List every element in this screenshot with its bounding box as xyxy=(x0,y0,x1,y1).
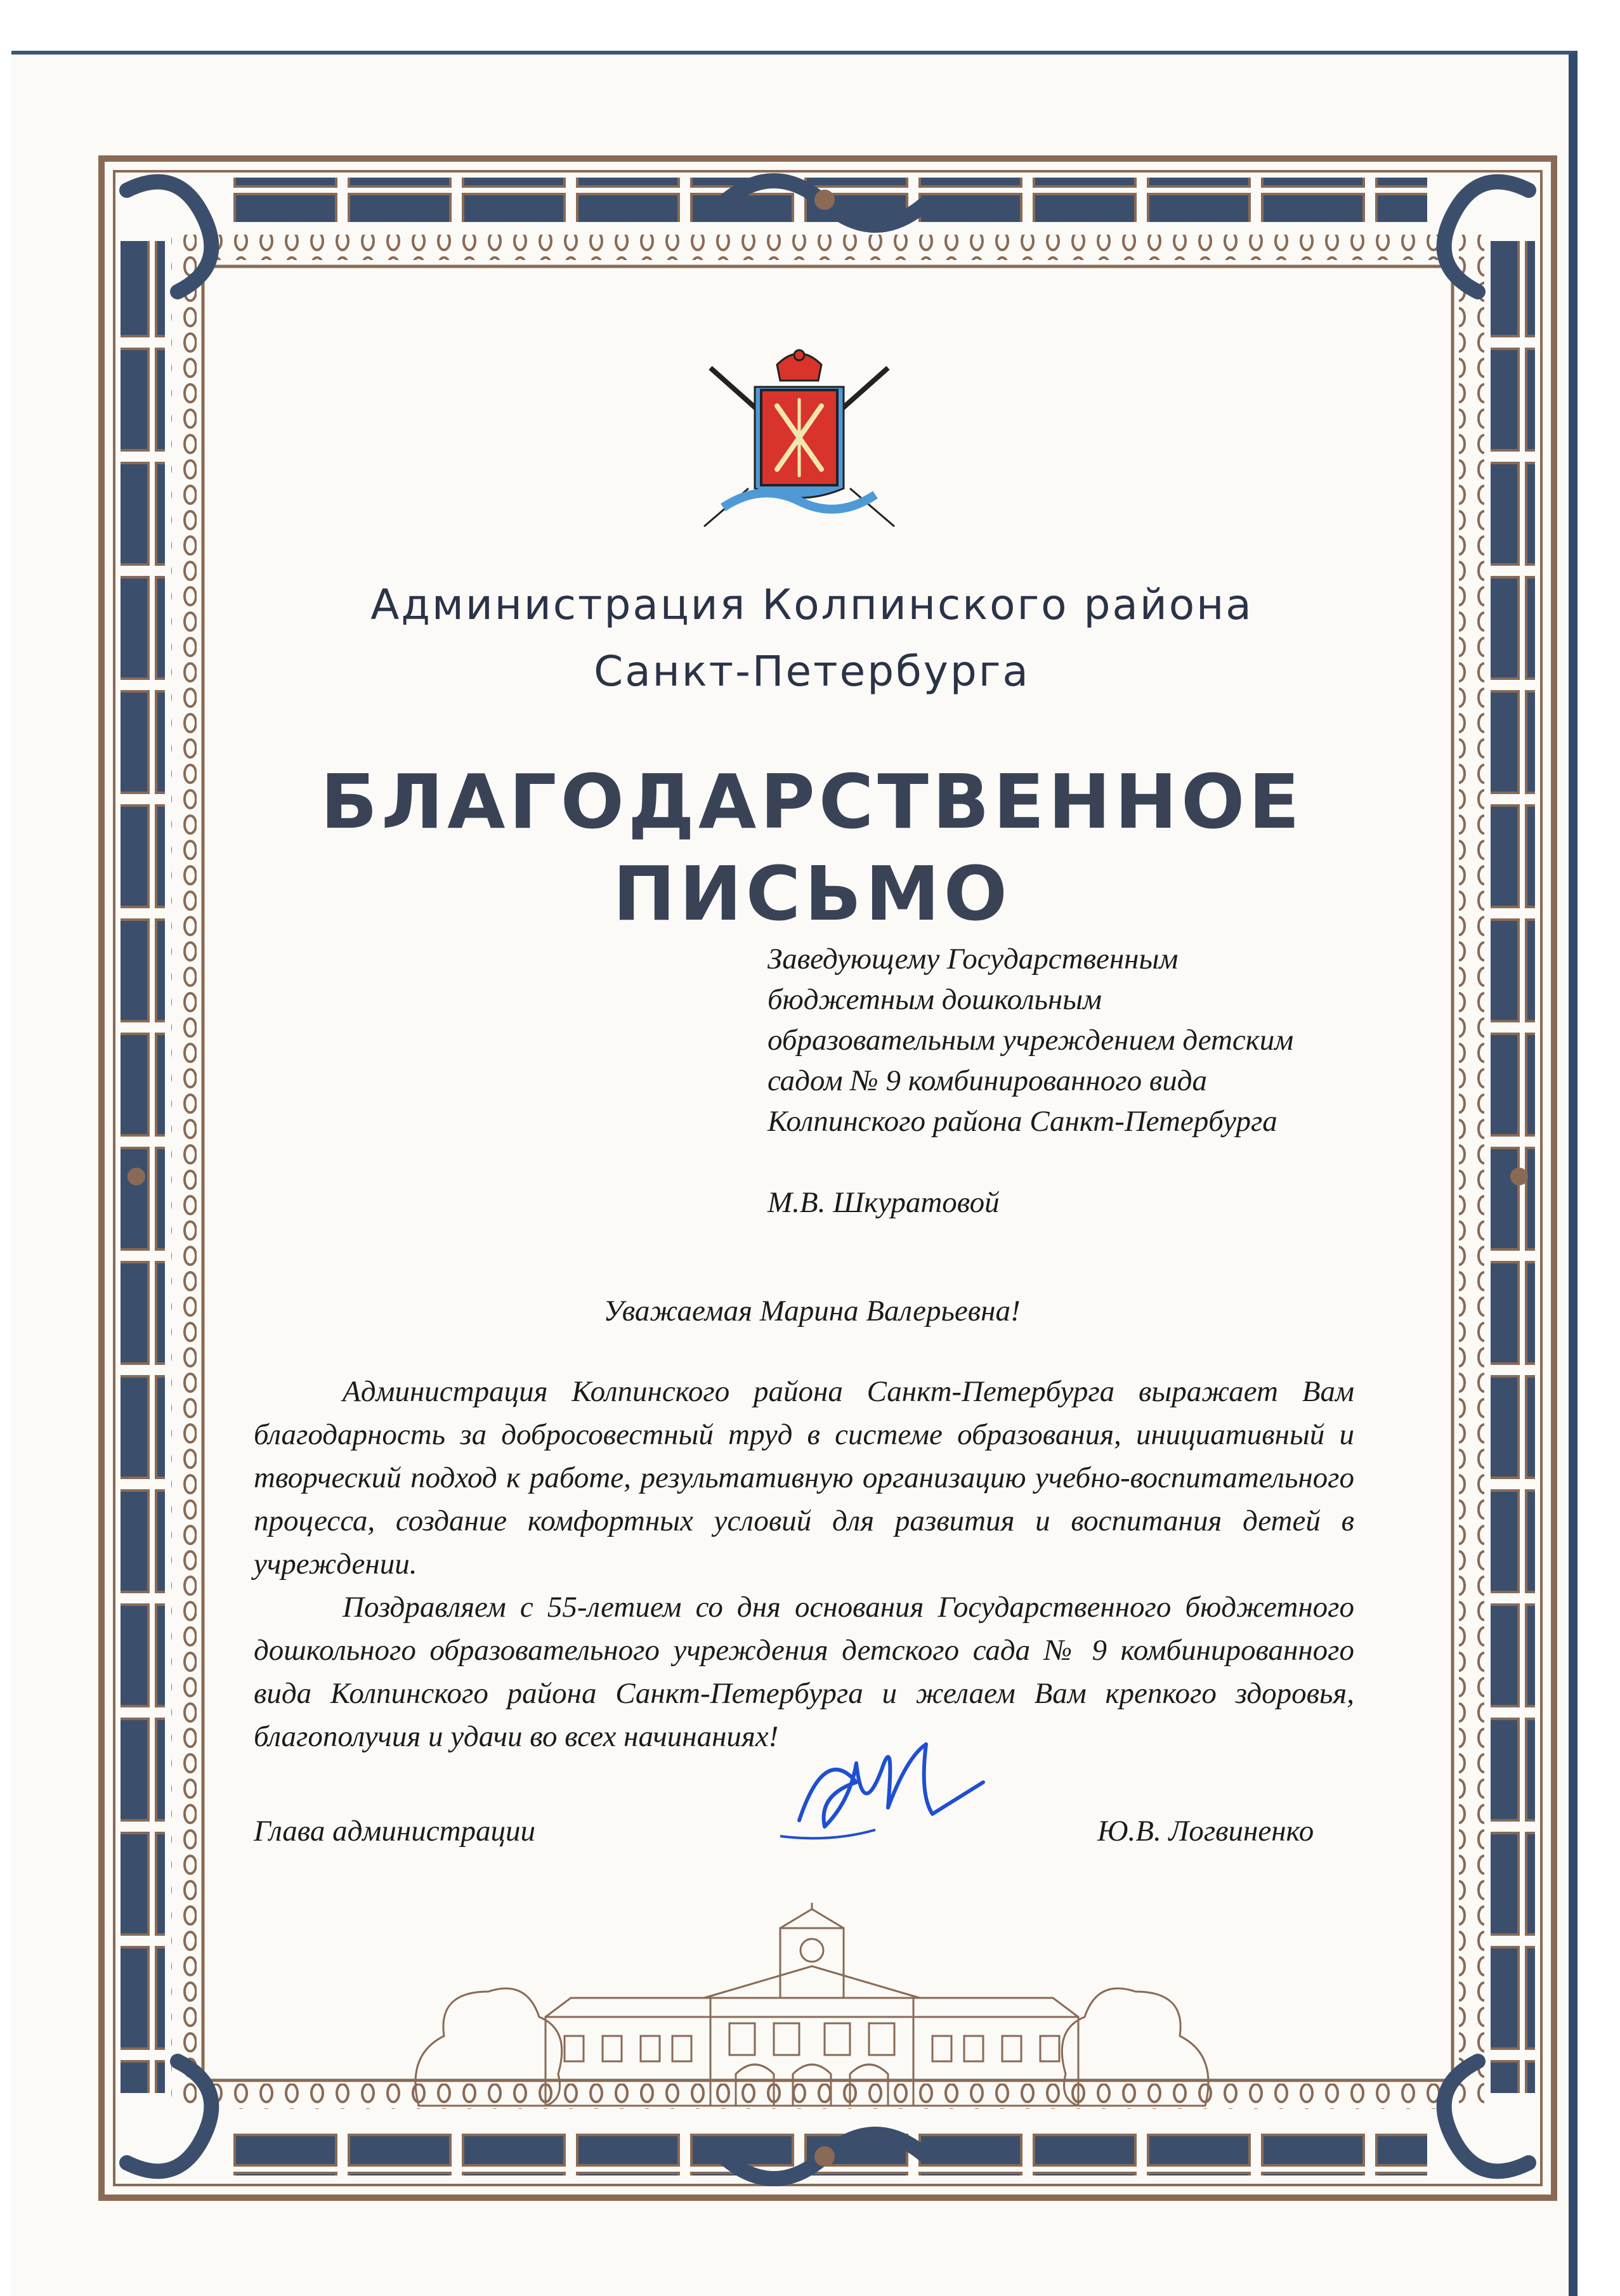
addressee-line: бюджетным дошкольным xyxy=(768,983,1102,1016)
organization-line-2: Санкт-Петербурга xyxy=(594,647,1030,696)
signatory-name: Ю.В. Логвиненко xyxy=(1097,1815,1314,1848)
coat-of-arms-emblem xyxy=(698,342,901,533)
addressee-name: М.В. Шкуратовой xyxy=(768,1186,1000,1219)
organization-line-1: Администрация Колпинского района xyxy=(370,580,1253,629)
addressee-line: садом № 9 комбинированного вида xyxy=(768,1064,1208,1097)
body-paragraph-1: Администрация Колпинского района Санкт-Петербурга выражает Вам благодарность за добросовестный труд в системе образования, инициативный и творческий подход к работе, результативную организацию учебно-воспитательного процесса, создание комфортных условий для развития и воспитания детей в учреждении. xyxy=(254,1375,1354,1581)
handwritten-signature xyxy=(774,1719,1002,1871)
greeting: Уважаемая Марина Валерьевна! xyxy=(603,1295,1021,1327)
letter-body xyxy=(254,1370,1354,1758)
building-illustration xyxy=(406,1903,1218,2112)
document-title-line-2: ПИСЬМО xyxy=(613,850,1011,937)
addressee-block xyxy=(768,939,1338,1223)
body-paragraph-2: Поздравляем с 55-летием со дня основания Государственного бюджетного дошкольного образовательного учреждения детского сада № 9 комбинированного вида Колпинского района Санкт-Петербурга и желаем Вам крепкого здоровья, благополучия и удачи во всех начинаниях! xyxy=(254,1591,1354,1753)
signatory-position: Глава администрации xyxy=(254,1815,536,1848)
addressee-line: Колпинского района Санкт-Петербурга xyxy=(768,1105,1277,1138)
addressee-line: образовательным учреждением детским xyxy=(768,1024,1294,1057)
document-title-line-1: БЛАГОДАРСТВЕННОЕ xyxy=(320,758,1303,845)
addressee-line: Заведующему Государственным xyxy=(768,943,1179,975)
